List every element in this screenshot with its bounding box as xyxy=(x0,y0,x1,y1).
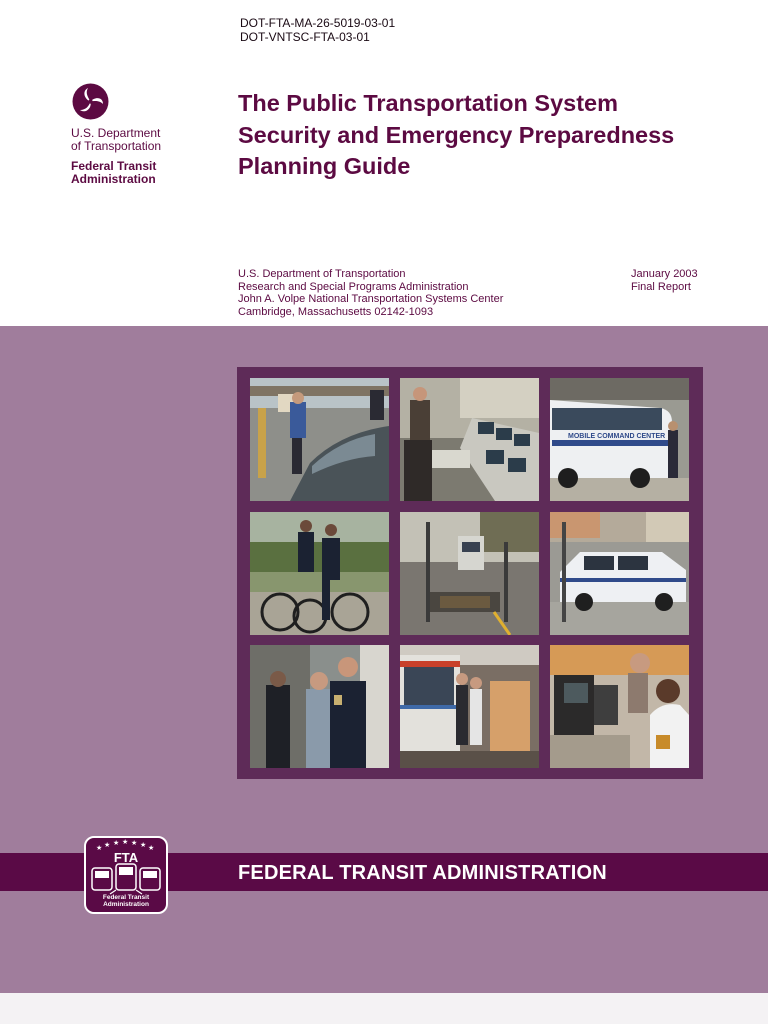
fta-emblem-caption-line-2: Administration xyxy=(103,901,149,908)
address-line-4: Cambridge, Massachusetts 02142-1093 xyxy=(238,305,434,318)
svg-text:★: ★ xyxy=(96,844,103,852)
department-name xyxy=(71,127,161,153)
title-line-1: The Public Transportation System xyxy=(238,90,618,116)
agency-line-1: Federal Transit xyxy=(71,159,157,173)
department-line-2: of Transportation xyxy=(71,139,162,153)
fta-emblem-caption xyxy=(86,894,166,908)
fta-emblem-caption-line-1: Federal Transit xyxy=(102,894,150,901)
address-line-3: John A. Volpe National Transportation Systems Center xyxy=(238,293,504,305)
report-date: January 2003 xyxy=(631,268,698,280)
security-officers-photo xyxy=(250,645,389,768)
agency-line-2: Administration xyxy=(71,172,156,186)
police-suv-photo xyxy=(550,512,689,635)
mobile-command-center-bus-photo xyxy=(550,378,689,501)
svg-text:★: ★ xyxy=(148,844,155,852)
report-id-vntsc: DOT-VNTSC-FTA-03-01 xyxy=(240,30,370,44)
report-id-block xyxy=(240,16,395,44)
publisher-address xyxy=(238,268,503,318)
svg-text:★: ★ xyxy=(140,841,147,849)
mobile-command-label: MOBILE COMMAND CENTER xyxy=(568,433,666,440)
page-bottom-margin xyxy=(0,993,768,1024)
department-line-1: U.S. Department xyxy=(71,126,161,140)
dot-triskelion-logo-icon xyxy=(72,83,109,120)
title-line-2: Security and Emergency Preparedness xyxy=(238,121,675,148)
title-line-3: Planning Guide xyxy=(238,153,411,179)
fta-emblem-letters: FTA xyxy=(113,850,139,865)
bicycle-police-photo xyxy=(250,512,389,635)
svg-text:★: ★ xyxy=(131,839,138,847)
control-room-monitors-photo xyxy=(400,378,539,501)
address-line-2: Research and Special Programs Administration xyxy=(238,280,469,293)
photo-grid-frame xyxy=(237,367,703,779)
document-title xyxy=(238,88,738,183)
report-date-status xyxy=(631,268,698,293)
rail-track-station-photo xyxy=(400,512,539,635)
bus-maintenance-garage-photo xyxy=(400,645,539,768)
fta-bar-title: FEDERAL TRANSIT ADMINISTRATION xyxy=(238,862,607,884)
svg-text:★: ★ xyxy=(104,841,111,849)
fta-emblem xyxy=(84,836,168,914)
agency-name xyxy=(71,160,156,186)
officer-inspecting-car-photo xyxy=(250,378,389,501)
report-id-fta: DOT-FTA-MA-26-5019-03-01 xyxy=(240,16,396,30)
report-status: Final Report xyxy=(631,280,691,293)
svg-text:★: ★ xyxy=(122,838,129,846)
security-guard-monitor-photo xyxy=(550,645,689,768)
svg-text:★: ★ xyxy=(113,839,120,847)
address-line-1: U.S. Department of Transportation xyxy=(238,268,406,280)
